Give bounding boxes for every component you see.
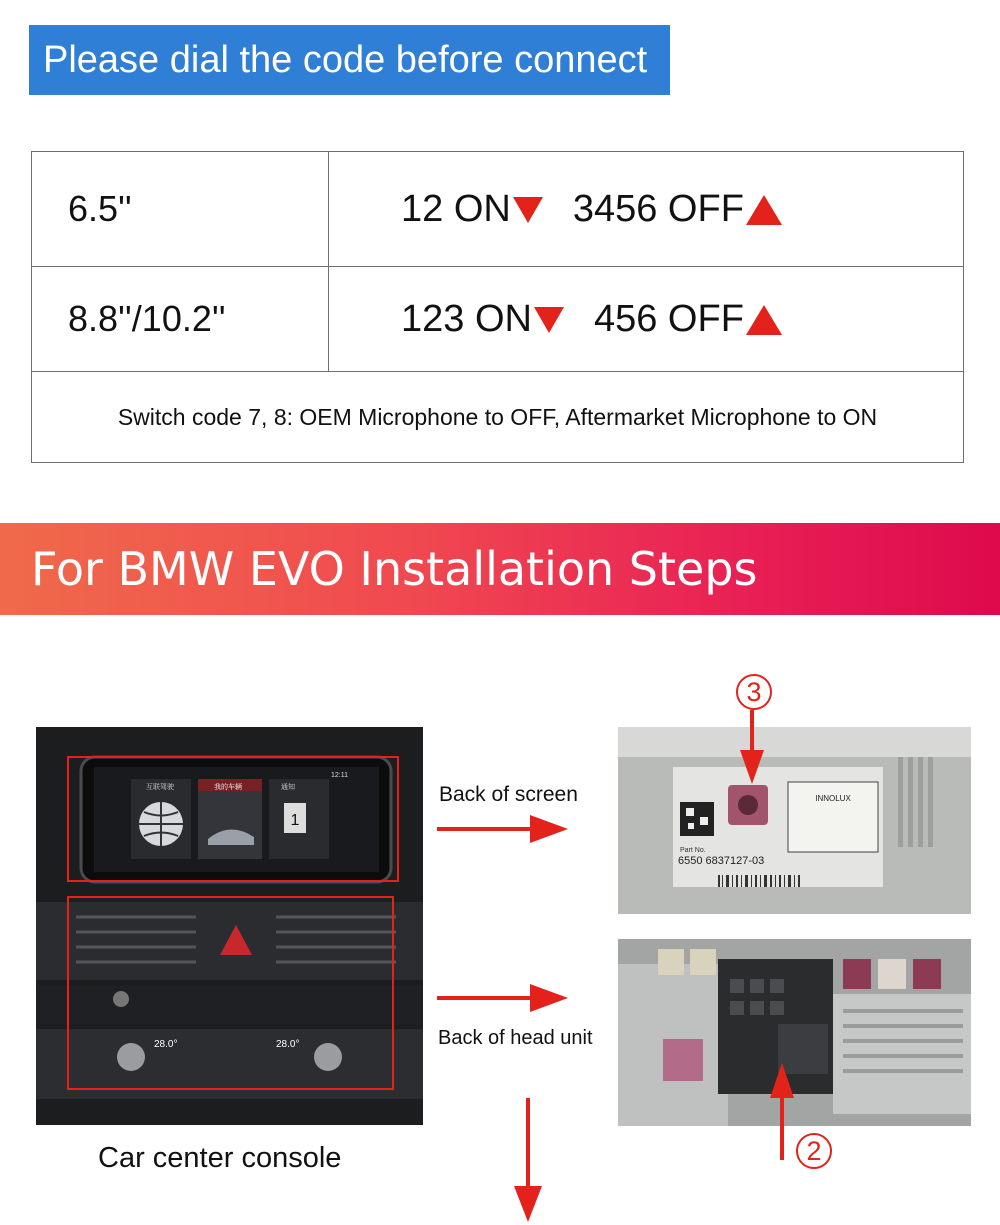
right-arrow-icon bbox=[437, 984, 568, 1012]
step-3-marker: 3 bbox=[736, 674, 772, 710]
console-time: 12:11 bbox=[331, 772, 348, 779]
label-part-no-label: Part No. bbox=[680, 847, 706, 854]
off-code: 456 OFF bbox=[593, 297, 744, 340]
console-caption: Car center console bbox=[98, 1142, 342, 1174]
label-part-no: 6550 6837127-03 bbox=[678, 855, 765, 867]
console-tile-3: 通知 bbox=[281, 783, 295, 791]
down-arrow-icon bbox=[740, 710, 764, 784]
on-code: 123 ON bbox=[401, 297, 532, 340]
on-code: 12 ON bbox=[401, 187, 511, 230]
step-2-marker: 2 bbox=[796, 1133, 832, 1169]
console-tile-1: 互联驾驶 bbox=[146, 783, 174, 791]
back-of-head-unit-label: Back of head unit bbox=[438, 1027, 593, 1049]
console-number: 1 bbox=[290, 812, 300, 829]
down-arrow-icon bbox=[514, 1098, 542, 1222]
back-of-screen-label: Back of screen bbox=[439, 783, 578, 806]
screen-size-cell: 6.5'' bbox=[32, 152, 329, 267]
off-code: 3456 OFF bbox=[572, 187, 744, 230]
temp-right: 28.0° bbox=[276, 1039, 300, 1050]
screen-size-cell: 8.8''/10.2'' bbox=[32, 267, 329, 372]
temp-left: 28.0° bbox=[154, 1039, 178, 1050]
dial-code-banner: Please dial the code before connect bbox=[29, 25, 670, 95]
label-brand: INNOLUX bbox=[815, 794, 851, 803]
section-banner: For BMW EVO Installation Steps bbox=[0, 523, 1000, 615]
right-arrow-icon bbox=[437, 815, 568, 843]
console-tile-2: 我的车辆 bbox=[214, 783, 242, 791]
up-arrow-icon bbox=[770, 1063, 794, 1160]
microphone-note: Switch code 7, 8: OEM Microphone to OFF, Aftermarket Microphone to ON bbox=[32, 372, 964, 463]
